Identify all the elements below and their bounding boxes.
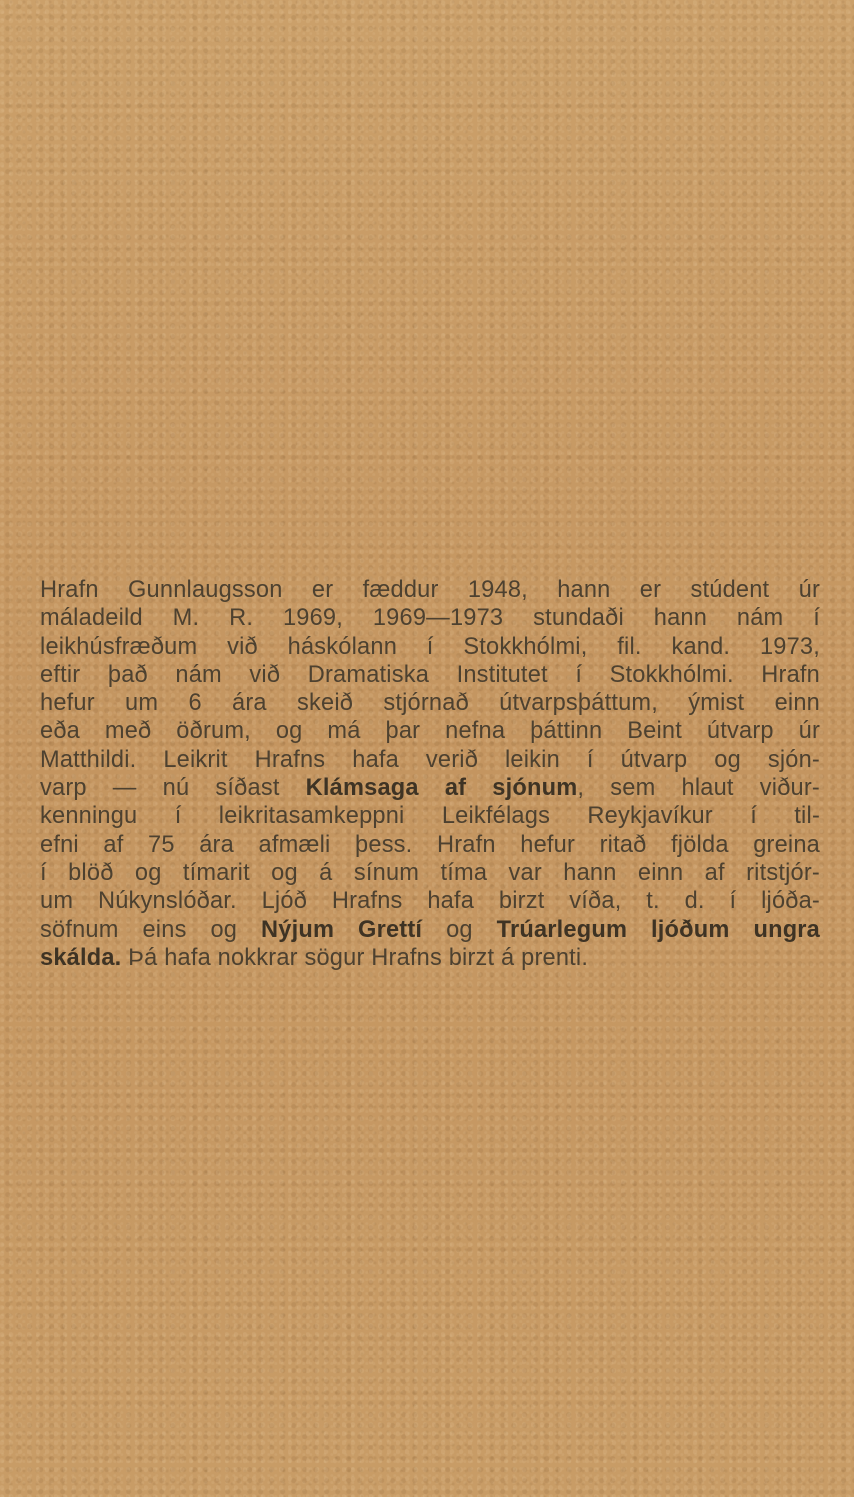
text-run: varp — nú síðast: [40, 775, 306, 802]
text-run: , sem hlaut viður-: [577, 775, 820, 802]
text-line: [40, 717, 820, 745]
text-run: efni af 75 ára afmæli þess. Hrafn hefur ritað fjölda greina: [40, 831, 820, 858]
text-run: eftir það nám við Dramatiska Institutet í Stokkhólmi. Hrafn: [40, 661, 820, 688]
author-biography-text: [40, 576, 820, 972]
text-run: Hrafn Gunnlaugsson er fæddur 1948, hann er stúdent úr: [40, 577, 820, 603]
text-run: og: [422, 916, 497, 943]
text-run: eða með öðrum, og má þar nefna þáttinn Beint útvarp úr: [40, 718, 820, 745]
text-run: hefur um 6 ára skeið stjórnað útvarpsþáttum, ýmist einn: [40, 690, 820, 717]
text-run: um Núkynslóðar. Ljóð Hrafns hafa birzt víða, t. d. í ljóða-: [40, 888, 820, 915]
text-run: máladeild M. R. 1969, 1969—1973 stundaði hann nám í: [40, 605, 820, 632]
text-run: leikhúsfræðum við háskólann í Stokkhólmi, fil. kand. 1973,: [40, 633, 820, 660]
text-line: [40, 859, 820, 887]
text-line: [40, 604, 820, 632]
text-line: [40, 944, 820, 972]
text-run: Þá hafa nokkrar sögur Hrafns birzt á prenti.: [121, 944, 589, 971]
text-line: [40, 916, 820, 944]
text-line: [40, 887, 820, 915]
text-run: söfnum eins og: [40, 916, 262, 943]
text-line: [40, 774, 820, 802]
text-line: [40, 802, 820, 830]
text-run: í blöð og tímarit og á sínum tíma var hann einn af ritstjór-: [40, 859, 820, 886]
text-run: Matthildi. Leikrit Hrafns hafa verið leikin í útvarp og sjón-: [40, 746, 820, 773]
text-line: [40, 831, 820, 859]
text-line: [40, 661, 820, 689]
book-title-text: Nýjum Grettí: [261, 916, 423, 943]
book-title-text: Klámsaga af sjónum: [305, 775, 578, 802]
text-line: [40, 746, 820, 774]
book-title-text: Trúarlegum ljóðum ungra: [496, 916, 821, 943]
book-title-text: skálda.: [40, 944, 122, 971]
text-line: [40, 633, 820, 661]
text-run: kenningu í leikritasamkeppni Leikfélags Reykjavíkur í til-: [40, 803, 820, 830]
text-line: [40, 689, 820, 717]
text-line: [40, 576, 820, 604]
